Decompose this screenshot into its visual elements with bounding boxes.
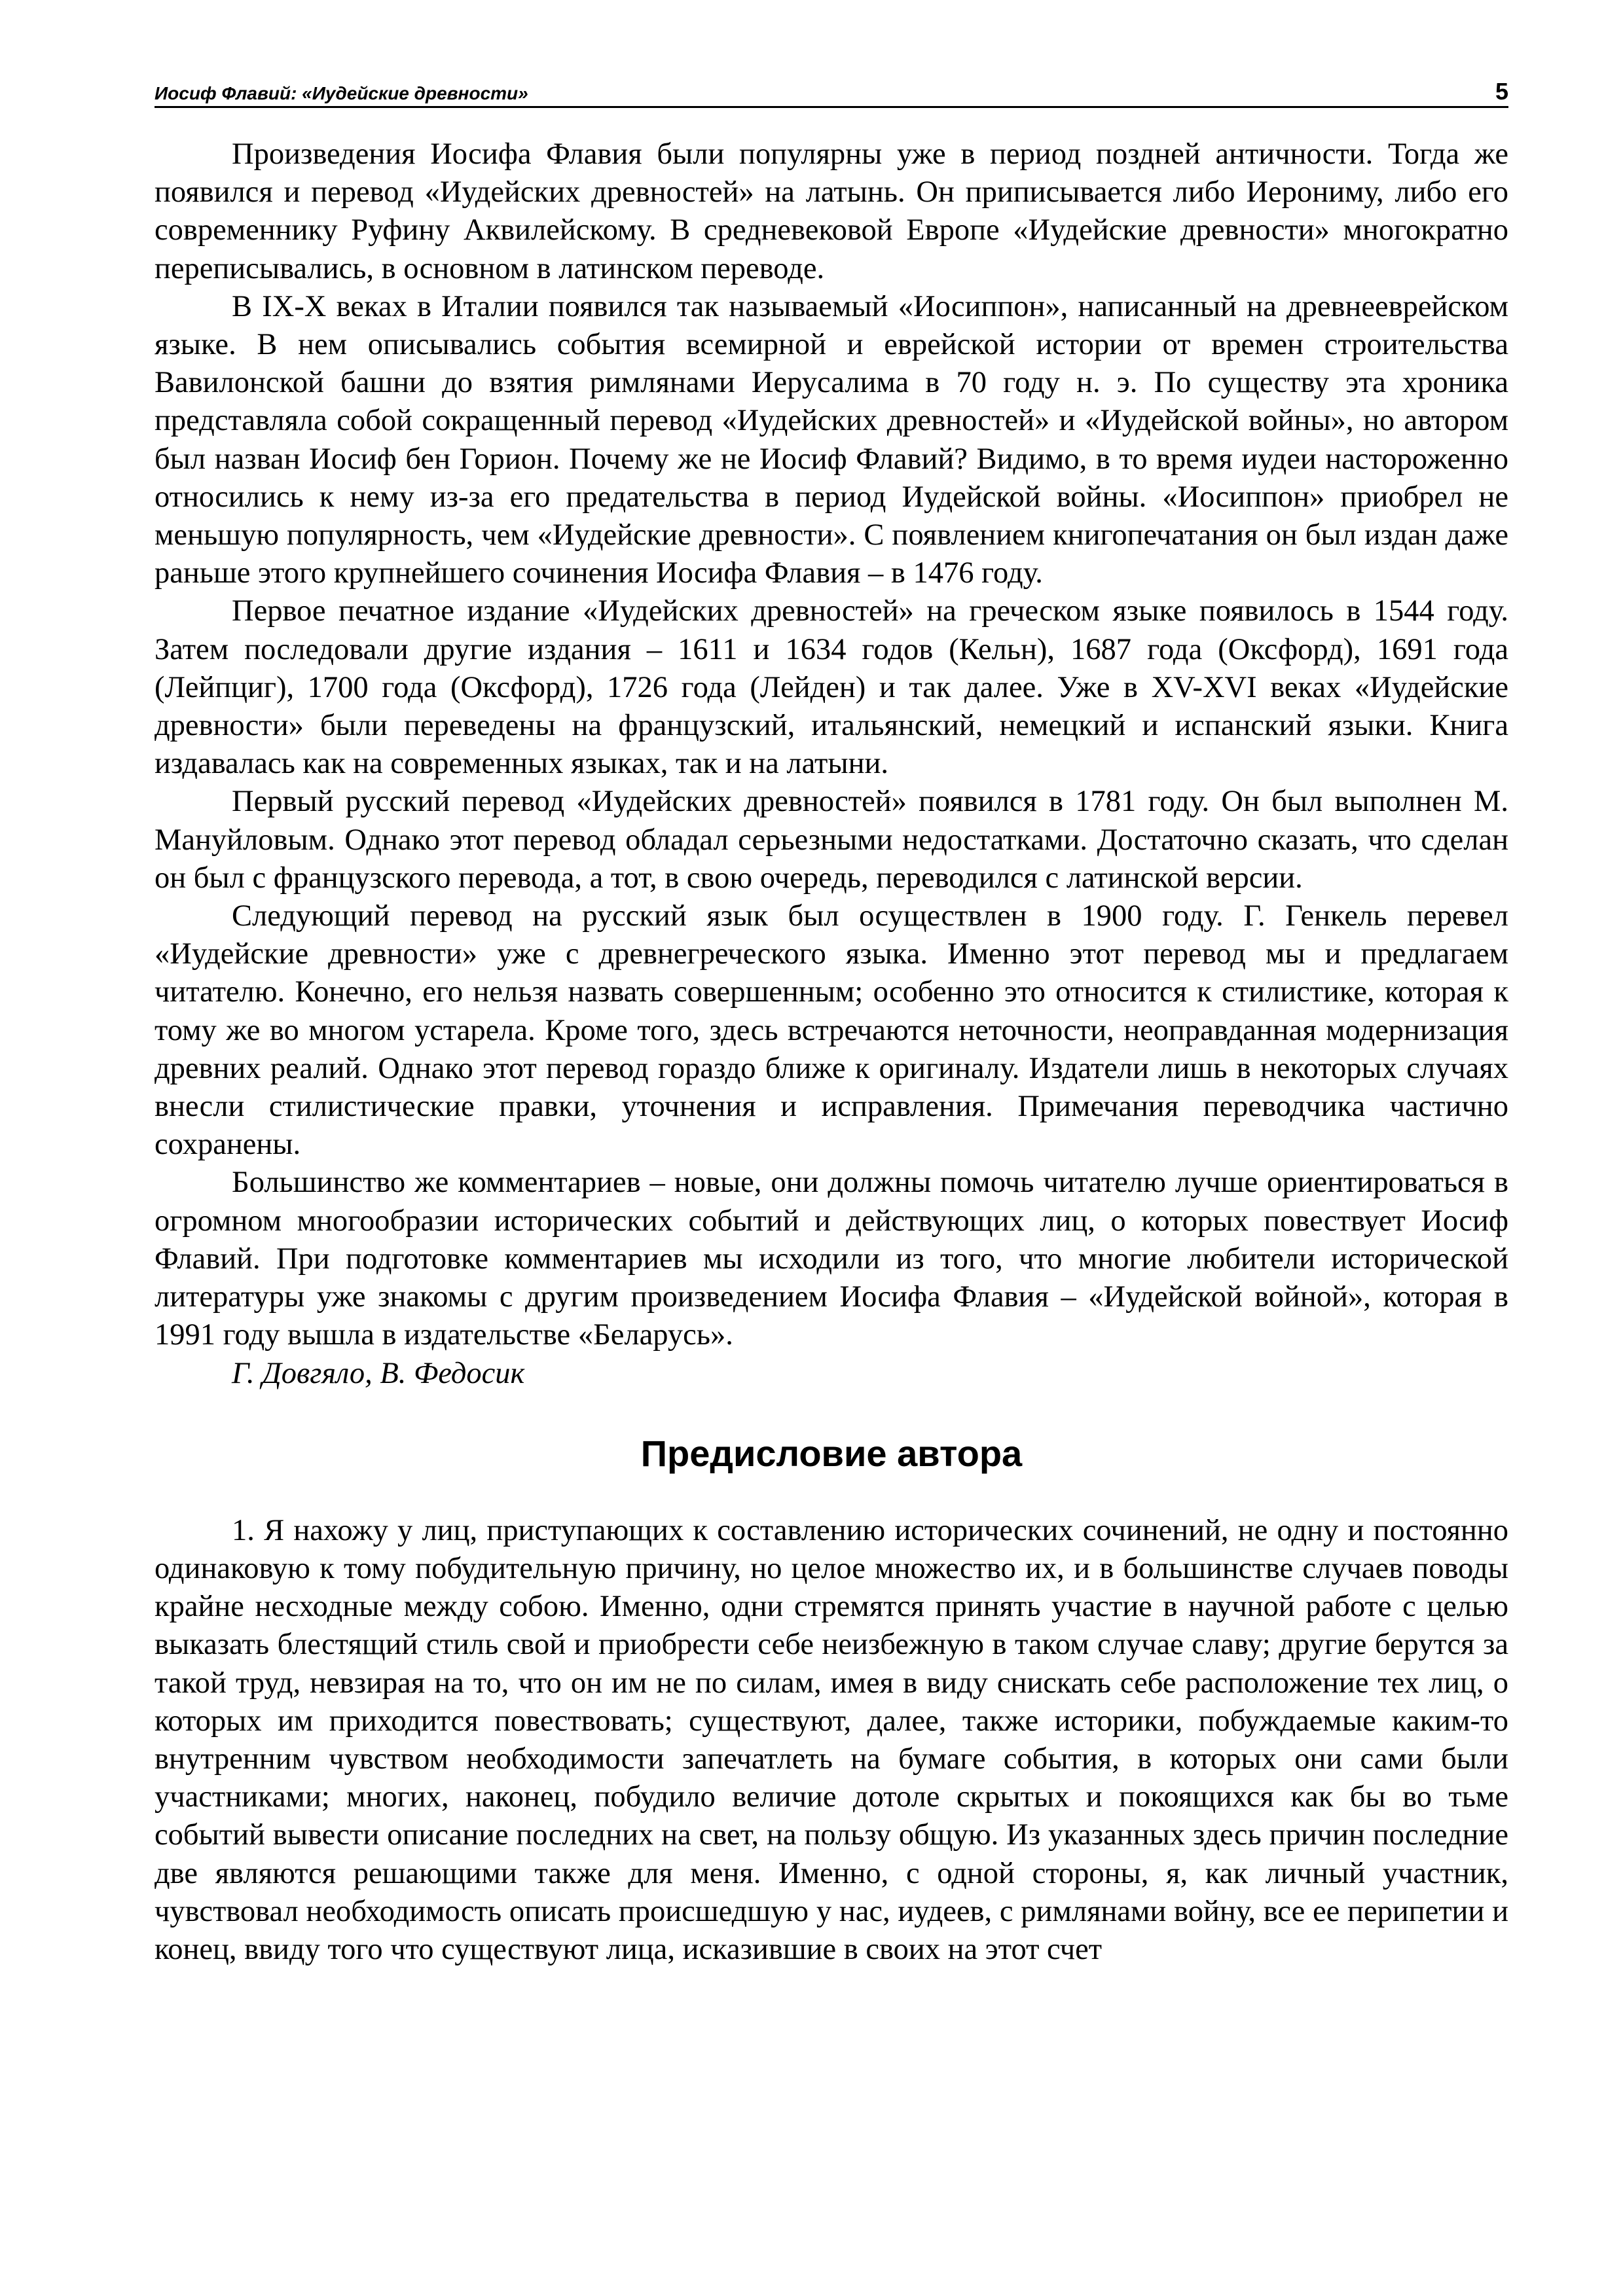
section-heading: Предисловие автора (640, 1432, 1023, 1474)
page-number: 5 (1495, 78, 1508, 105)
preface-paragraph-1: 1. Я нахожу у лиц, приступающих к составлению исторических сочинений, не одну и постоянно одинаковую к тому побудительную причину, но целое множество их, и в большинстве случаев поводы крайне несходные между собою. Именно, одни стремятся принять участие в научной работе с целью выказать блестящий стиль свой и приобрести себе неизбежную в таком случае славу; другие берутся за такой труд, невзирая на то, что он им не по силам, имея в виду снискать себе расположение тех лиц, о которых им приходится повествовать; существуют, далее, также историки, побуждаемые каким-то внутренним чувством необходимости запечатлеть на бумаге события, в которых они сами были участниками; многих, наконец, побудило величие дотоле скрытых и покоящихся как бы во тьме событий вывести описание последних на свет, на пользу общую. Из указанных здесь причин последние две являются решающими также для меня. Именно, с одной стороны, я, как личный участник, чувствовал необходимость описать происшедшую у нас, иудеев, с римлянами войну, все ее перипетии и конец, ввиду того что существуют лица, исказившие в своих на этот счет (155, 1513, 1508, 1966)
running-title: Иосиф Флавий: «Иудейские древности» (155, 83, 528, 103)
intro-paragraph-3: Первое печатное издание «Иудейских древностей» на греческом языке появилось в 1544 году. Затем последовали другие издания – 1611 и 1634 годов (Кельн), 1687 года (Оксфорд), 1691 года (Лейпциг), 1700 года (Оксфорд), 1726 года (Лейден) и так далее. Уже в XV-XVI веках «Иудейские древности» были переведены на французский, итальянский, немецкий и испанский языки. Книга издавалась как на современных языках, так и на латыни. (155, 594, 1508, 781)
document-page (155, 71, 1508, 1969)
intro-paragraph-5: Следующий перевод на русский язык был осуществлен в 1900 году. Г. Генкель перевел «Иудейские древности» уже с древнегреческого языка. Именно этот перевод мы и предлагаем читателю. Конечно, его нельзя назвать совершенным; особенно это относится к стилистике, которая к тому же во многом устарела. Кроме того, здесь встречаются неточности, неоправданная модернизация древних реалий. Однако этот перевод гораздо ближе к оригиналу. Издатели лишь в некоторых случаях внесли стилистические правки, уточнения и исправления. Примечания переводчика частично сохранены. (155, 899, 1508, 1162)
intro-paragraph-1: Произведения Иосифа Флавия были популярны уже в период поздней античности. Тогда же появился и перевод «Иудейских древностей» на латынь. Он приписывается либо Иерониму, либо его современнику Руфину Аквилейскому. В средневековой Европе «Иудейские древности» многократно переписывались, в основном в латинском переводе. (155, 137, 1508, 285)
running-header (155, 71, 1508, 108)
translators-introduction (155, 135, 1508, 1393)
translators-signature: Г. Довгяло, В. Федосик (232, 1356, 525, 1390)
intro-paragraph-2: В IX-X веках в Италии появился так называемый «Иосиппон», написанный на древнееврейском языке. В нем описывались события всемирной и еврейской истории от времен строительства Вавилонской башни до взятия римлянами Иерусалима в 70 году н. э. По существу эта хроника представляла собой сокращенный перевод «Иудейских древностей» и «Иудейской войны», но автором был назван Иосиф бен Горион. Почему же не Иосиф Флавий? Видимо, в то время иудеи настороженно относились к нему из-за его предательства в период Иудейской войны. «Иосиппон» приобрел не меньшую популярность, чем «Иудейские древности». С появлением книгопечатания он был издан даже раньше этого крупнейшего сочинения Иосифа Флавия – в 1476 году. (155, 289, 1508, 590)
intro-paragraph-6: Большинство же комментариев – новые, они должны помочь читателю лучше ориентироваться в огромном многообразии исторических событий и действующих лиц, о которых повествует Иосиф Флавий. При подготовке комментариев мы исходили из того, что многие любители исторической литературы уже знакомы с другим произведением Иосифа Флавия – «Иудейской войной», которая в 1991 году вышла в издательстве «Беларусь». (155, 1166, 1508, 1352)
intro-paragraph-4: Первый русский перевод «Иудейских древностей» появился в 1781 году. Он был выполнен М. Мануйловым. Однако этот перевод обладал серьезными недостатками. Достаточно сказать, что сделан он был с французского перевода, а тот, в свою очередь, переводился с латинской версии. (155, 785, 1508, 895)
author-preface (155, 1512, 1508, 1969)
